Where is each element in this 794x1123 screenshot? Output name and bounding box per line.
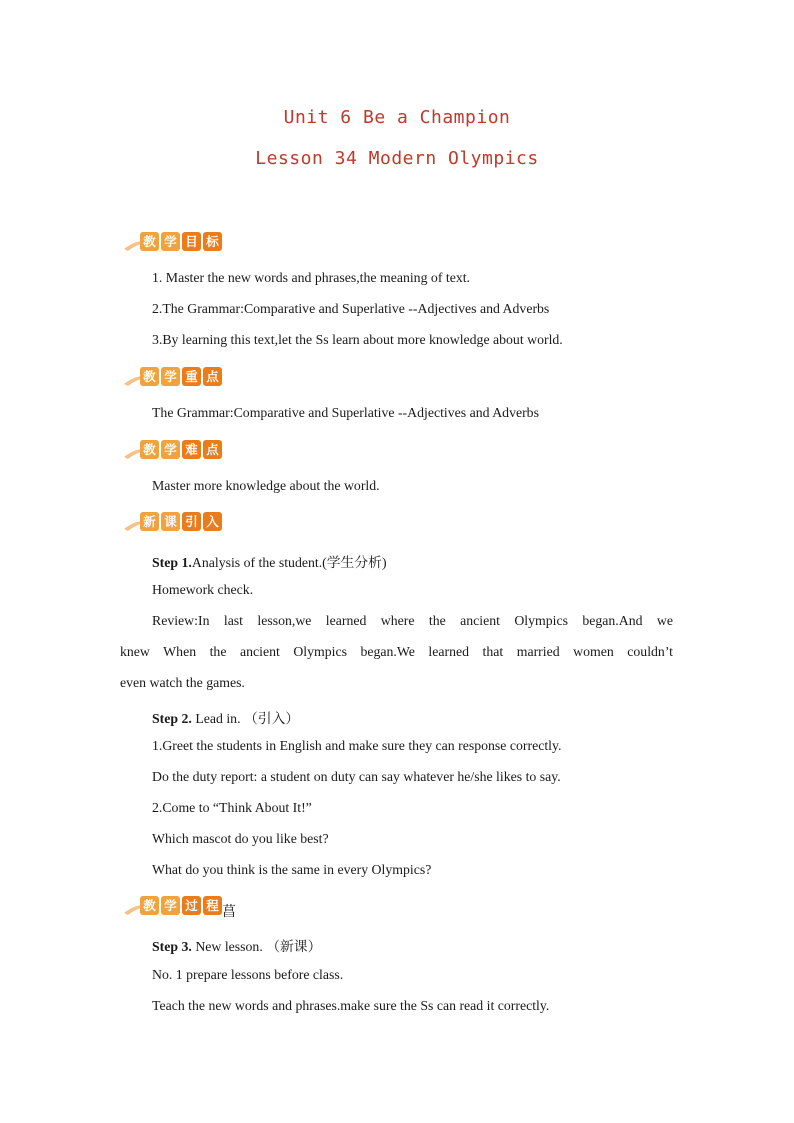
badge-char: 目 xyxy=(182,232,201,251)
step2-heading xyxy=(152,707,299,727)
step2-label: Step 2. xyxy=(152,711,192,726)
badge-char: 入 xyxy=(203,512,222,531)
section-badge-objectives xyxy=(122,229,232,255)
badge-char: 课 xyxy=(161,512,180,531)
section-badge-process xyxy=(122,893,252,919)
key-point-line: The Grammar:Comparative and Superlative --Adjectives and Adverbs xyxy=(152,405,539,420)
page-title: Unit 6 Be a Champion xyxy=(283,107,511,128)
badge-char: 点 xyxy=(203,367,222,386)
step3-line: No. 1 prepare lessons before class. xyxy=(152,967,344,982)
review-line: knew When the ancient Olympics began.We learned that married women couldn’t xyxy=(120,644,673,659)
step3-label: Step 3. xyxy=(152,939,192,954)
objective-line: 1. Master the new words and phrases,the meaning of text. xyxy=(152,270,471,285)
step2-text: Lead in. （引入） xyxy=(191,711,300,726)
step2-line: What do you think is the same in every Olympics? xyxy=(152,862,432,877)
step3-text: New lesson. （新课） xyxy=(191,939,322,954)
badge-char: 点 xyxy=(203,440,222,459)
section-badge-intro xyxy=(122,509,232,535)
review-line: Review:In last lesson,we learned where the ancient Olympics began.And we xyxy=(152,613,673,628)
badge-char: 引 xyxy=(182,512,201,531)
step2-line: Which mascot do you like best? xyxy=(152,831,329,846)
review-line: even watch the games. xyxy=(120,675,245,690)
step1-text: Analysis of the student.(学生分析) xyxy=(191,555,387,570)
step2-line: 2.Come to “Think About It!” xyxy=(152,800,312,815)
badge-char: 学 xyxy=(161,896,180,915)
section-badge-key-points xyxy=(122,364,232,390)
badge-extra-char: 菖 xyxy=(222,904,236,920)
badge-char: 过 xyxy=(182,896,201,915)
badge-char: 教 xyxy=(140,367,159,386)
difficulty-line: Master more knowledge about the world. xyxy=(152,478,380,493)
step3-heading xyxy=(152,935,321,955)
section-badge-difficulties xyxy=(122,437,232,463)
badge-char: 难 xyxy=(182,440,201,459)
badge-char: 学 xyxy=(161,232,180,251)
badge-char: 新 xyxy=(140,512,159,531)
objective-line: 3.By learning this text,let the Ss learn about more knowledge about world. xyxy=(152,332,563,347)
step3-line: Teach the new words and phrases.make sure the Ss can read it correctly. xyxy=(152,998,550,1013)
step1-label: Step 1. xyxy=(152,555,192,570)
step2-line: Do the duty report: a student on duty can say whatever he/she likes to say. xyxy=(152,769,561,784)
badge-char: 标 xyxy=(203,232,222,251)
step2-line: 1.Greet the students in English and make sure they can response correctly. xyxy=(152,738,562,753)
badge-char: 学 xyxy=(161,367,180,386)
homework-line: Homework check. xyxy=(152,582,254,597)
page-subtitle: Lesson 34 Modern Olympics xyxy=(255,148,539,169)
badge-char: 教 xyxy=(140,440,159,459)
badge-char: 教 xyxy=(140,896,159,915)
badge-char: 程 xyxy=(203,896,222,915)
badge-char: 重 xyxy=(182,367,201,386)
badge-char: 学 xyxy=(161,440,180,459)
badge-char: 教 xyxy=(140,232,159,251)
step1-heading xyxy=(152,551,387,571)
objective-line: 2.The Grammar:Comparative and Superlative --Adjectives and Adverbs xyxy=(152,301,550,316)
